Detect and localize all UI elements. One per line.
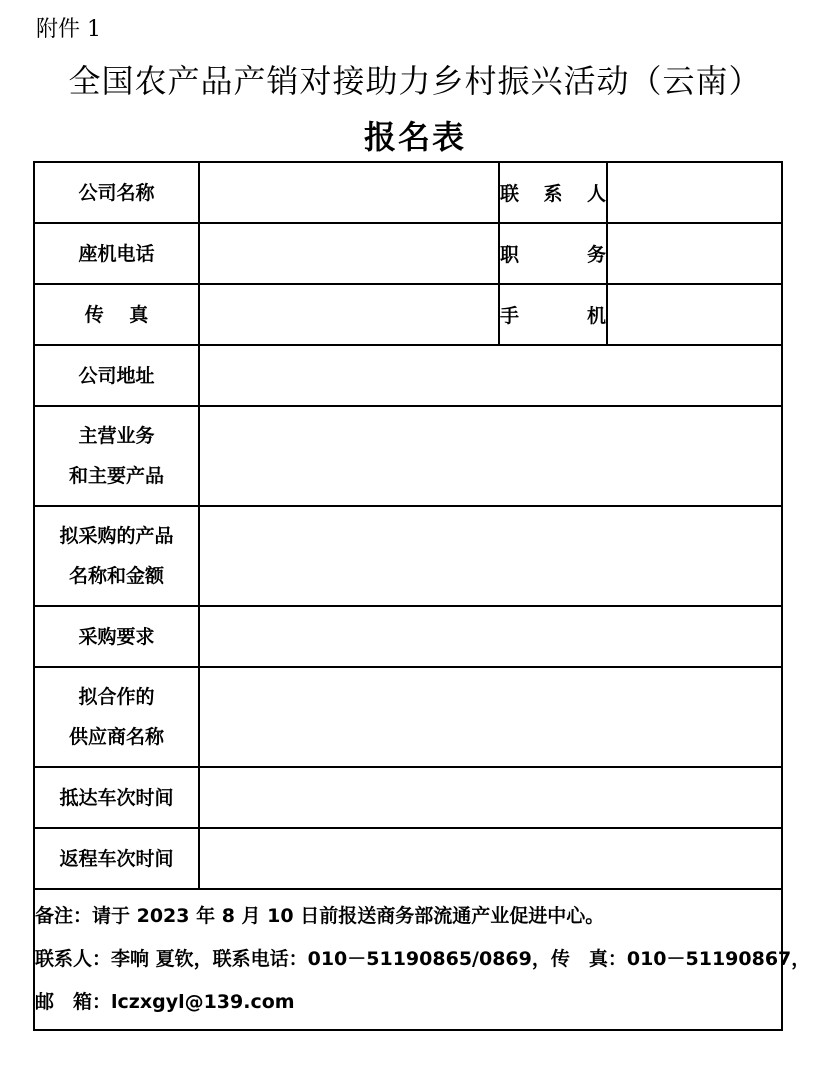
return-train-field[interactable]	[199, 828, 782, 889]
landline-label: 座机电话	[34, 223, 199, 284]
fax-field[interactable]	[199, 284, 499, 345]
purchase-requirements-label: 采购要求	[34, 606, 199, 667]
landline-field[interactable]	[199, 223, 499, 284]
table-row	[34, 828, 782, 889]
fax-label: 传 真	[34, 284, 199, 345]
planned-purchase-label: 拟采购的产品 名称和金额	[34, 506, 199, 606]
attachment-label: 附件 1	[36, 17, 101, 42]
planned-purchase-field[interactable]	[199, 506, 782, 606]
note-contacts: 联系人：李响 夏钦，联系电话：010－51190865/0869，传 真：010－51190867，	[35, 948, 811, 970]
table-row	[34, 345, 782, 406]
registration-form	[33, 161, 811, 1031]
arrival-train-label: 抵达车次时间	[34, 767, 199, 828]
page-subtitle: 报名表	[363, 118, 466, 156]
table-row	[34, 606, 782, 667]
position-label: 职 务	[499, 223, 607, 284]
notes-cell	[34, 889, 811, 1030]
company-address-label: 公司地址	[34, 345, 199, 406]
note-deadline: 备注：请于 2023 年 8 月 10 日前报送商务部流通产业促进中心。	[35, 905, 605, 927]
company-name-field[interactable]	[199, 162, 499, 223]
main-business-label: 主营业务 和主要产品	[34, 406, 199, 506]
contact-person-field[interactable]	[607, 162, 782, 223]
table-row	[34, 767, 782, 828]
note-email: 邮 箱：lczxgyl@139.com	[35, 991, 295, 1013]
table-row	[34, 162, 782, 223]
table-row	[34, 284, 782, 345]
contact-person-label: 联 系 人	[499, 162, 607, 223]
purchase-requirements-field[interactable]	[199, 606, 782, 667]
table-row	[34, 667, 782, 767]
table-row	[34, 506, 782, 606]
mobile-label: 手 机	[499, 284, 607, 345]
company-name-label: 公司名称	[34, 162, 199, 223]
page-title: 全国农产品产销对接助力乡村振兴活动（云南）	[68, 62, 762, 100]
return-train-label: 返程车次时间	[34, 828, 199, 889]
mobile-field[interactable]	[607, 284, 782, 345]
main-business-field[interactable]	[199, 406, 782, 506]
table-row	[34, 223, 782, 284]
planned-suppliers-field[interactable]	[199, 667, 782, 767]
arrival-train-field[interactable]	[199, 767, 782, 828]
planned-suppliers-label: 拟合作的 供应商名称	[34, 667, 199, 767]
company-address-field[interactable]	[199, 345, 782, 406]
table-row	[34, 889, 782, 1030]
position-field[interactable]	[607, 223, 782, 284]
table-row	[34, 406, 782, 506]
